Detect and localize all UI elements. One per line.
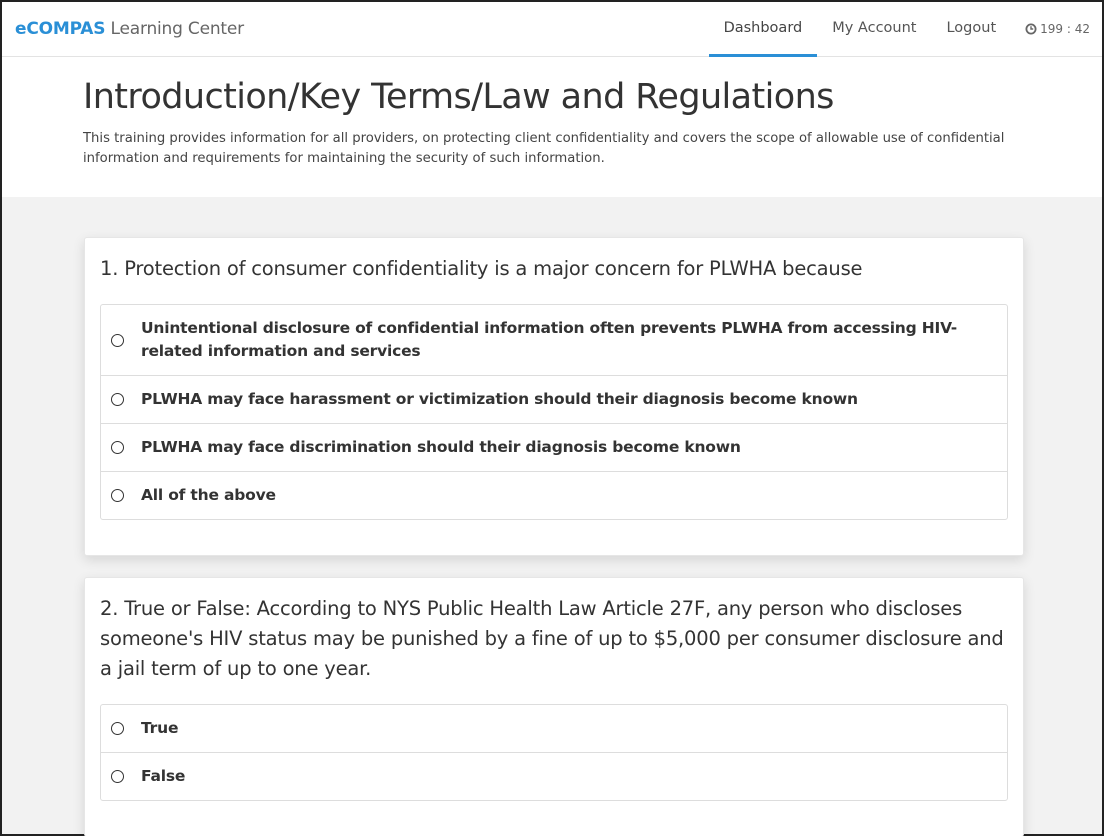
- answer-option[interactable]: [101, 423, 1007, 471]
- quiz-content: [2, 197, 1102, 836]
- brand-name-strong: eCOMPAS: [15, 19, 106, 39]
- radio-button[interactable]: [111, 334, 124, 347]
- nav-my-account[interactable]: My Account: [832, 19, 917, 36]
- answer-label: PLWHA may face discrimination should their diagnosis become known: [141, 438, 741, 456]
- radio-button[interactable]: [111, 441, 124, 454]
- page-description: This training provides information for all providers, on protecting client confidentiality and covers the scope of allowable use of confidential information and requirements for maintaining the security of such information.: [83, 131, 1005, 166]
- top-navbar: [2, 2, 1102, 57]
- radio-button[interactable]: [111, 489, 124, 502]
- answer-label: True: [141, 719, 179, 737]
- clock-icon: [1025, 23, 1037, 35]
- answer-option[interactable]: [101, 305, 1007, 375]
- answer-label: PLWHA may face harassment or victimization should their diagnosis become known: [141, 390, 858, 408]
- nav-dashboard[interactable]: Dashboard: [709, 2, 818, 57]
- radio-button[interactable]: [111, 393, 124, 406]
- nav-logout[interactable]: Logout: [946, 19, 997, 36]
- radio-button[interactable]: [111, 722, 124, 735]
- answer-option-true[interactable]: [101, 705, 1007, 752]
- question-text: 2. True or False: According to NYS Public Health Law Article 27F, any person who discloses someone's HIV status may be punished by a fine of up to $5,000 per consumer disclosure and a jail term of up to one year.: [100, 597, 1004, 680]
- brand-name-rest: Learning Center: [110, 19, 244, 39]
- timer-value: 199 : 42: [1040, 22, 1090, 36]
- session-timer: [1011, 2, 1090, 57]
- question-text: 1. Protection of consumer confidentiality is a major concern for PLWHA because: [100, 257, 863, 280]
- answer-label: Unintentional disclosure of confidential information often prevents PLWHA from accessing HIV-related information and services: [141, 319, 957, 360]
- question-card-2: [84, 577, 1024, 836]
- page-header: [2, 57, 1102, 197]
- answer-option[interactable]: [101, 471, 1007, 519]
- radio-button[interactable]: [111, 770, 124, 783]
- answer-option[interactable]: [101, 375, 1007, 423]
- question-card-1: [84, 237, 1024, 556]
- page-title: Introduction/Key Terms/Law and Regulations: [83, 77, 834, 117]
- answer-label: False: [141, 767, 186, 785]
- answer-label: All of the above: [141, 486, 276, 504]
- answer-options: [100, 304, 1008, 520]
- nav-menu: [709, 2, 1090, 57]
- answer-option-false[interactable]: [101, 752, 1007, 800]
- answer-options: [100, 704, 1008, 801]
- brand-logo[interactable]: [15, 19, 244, 39]
